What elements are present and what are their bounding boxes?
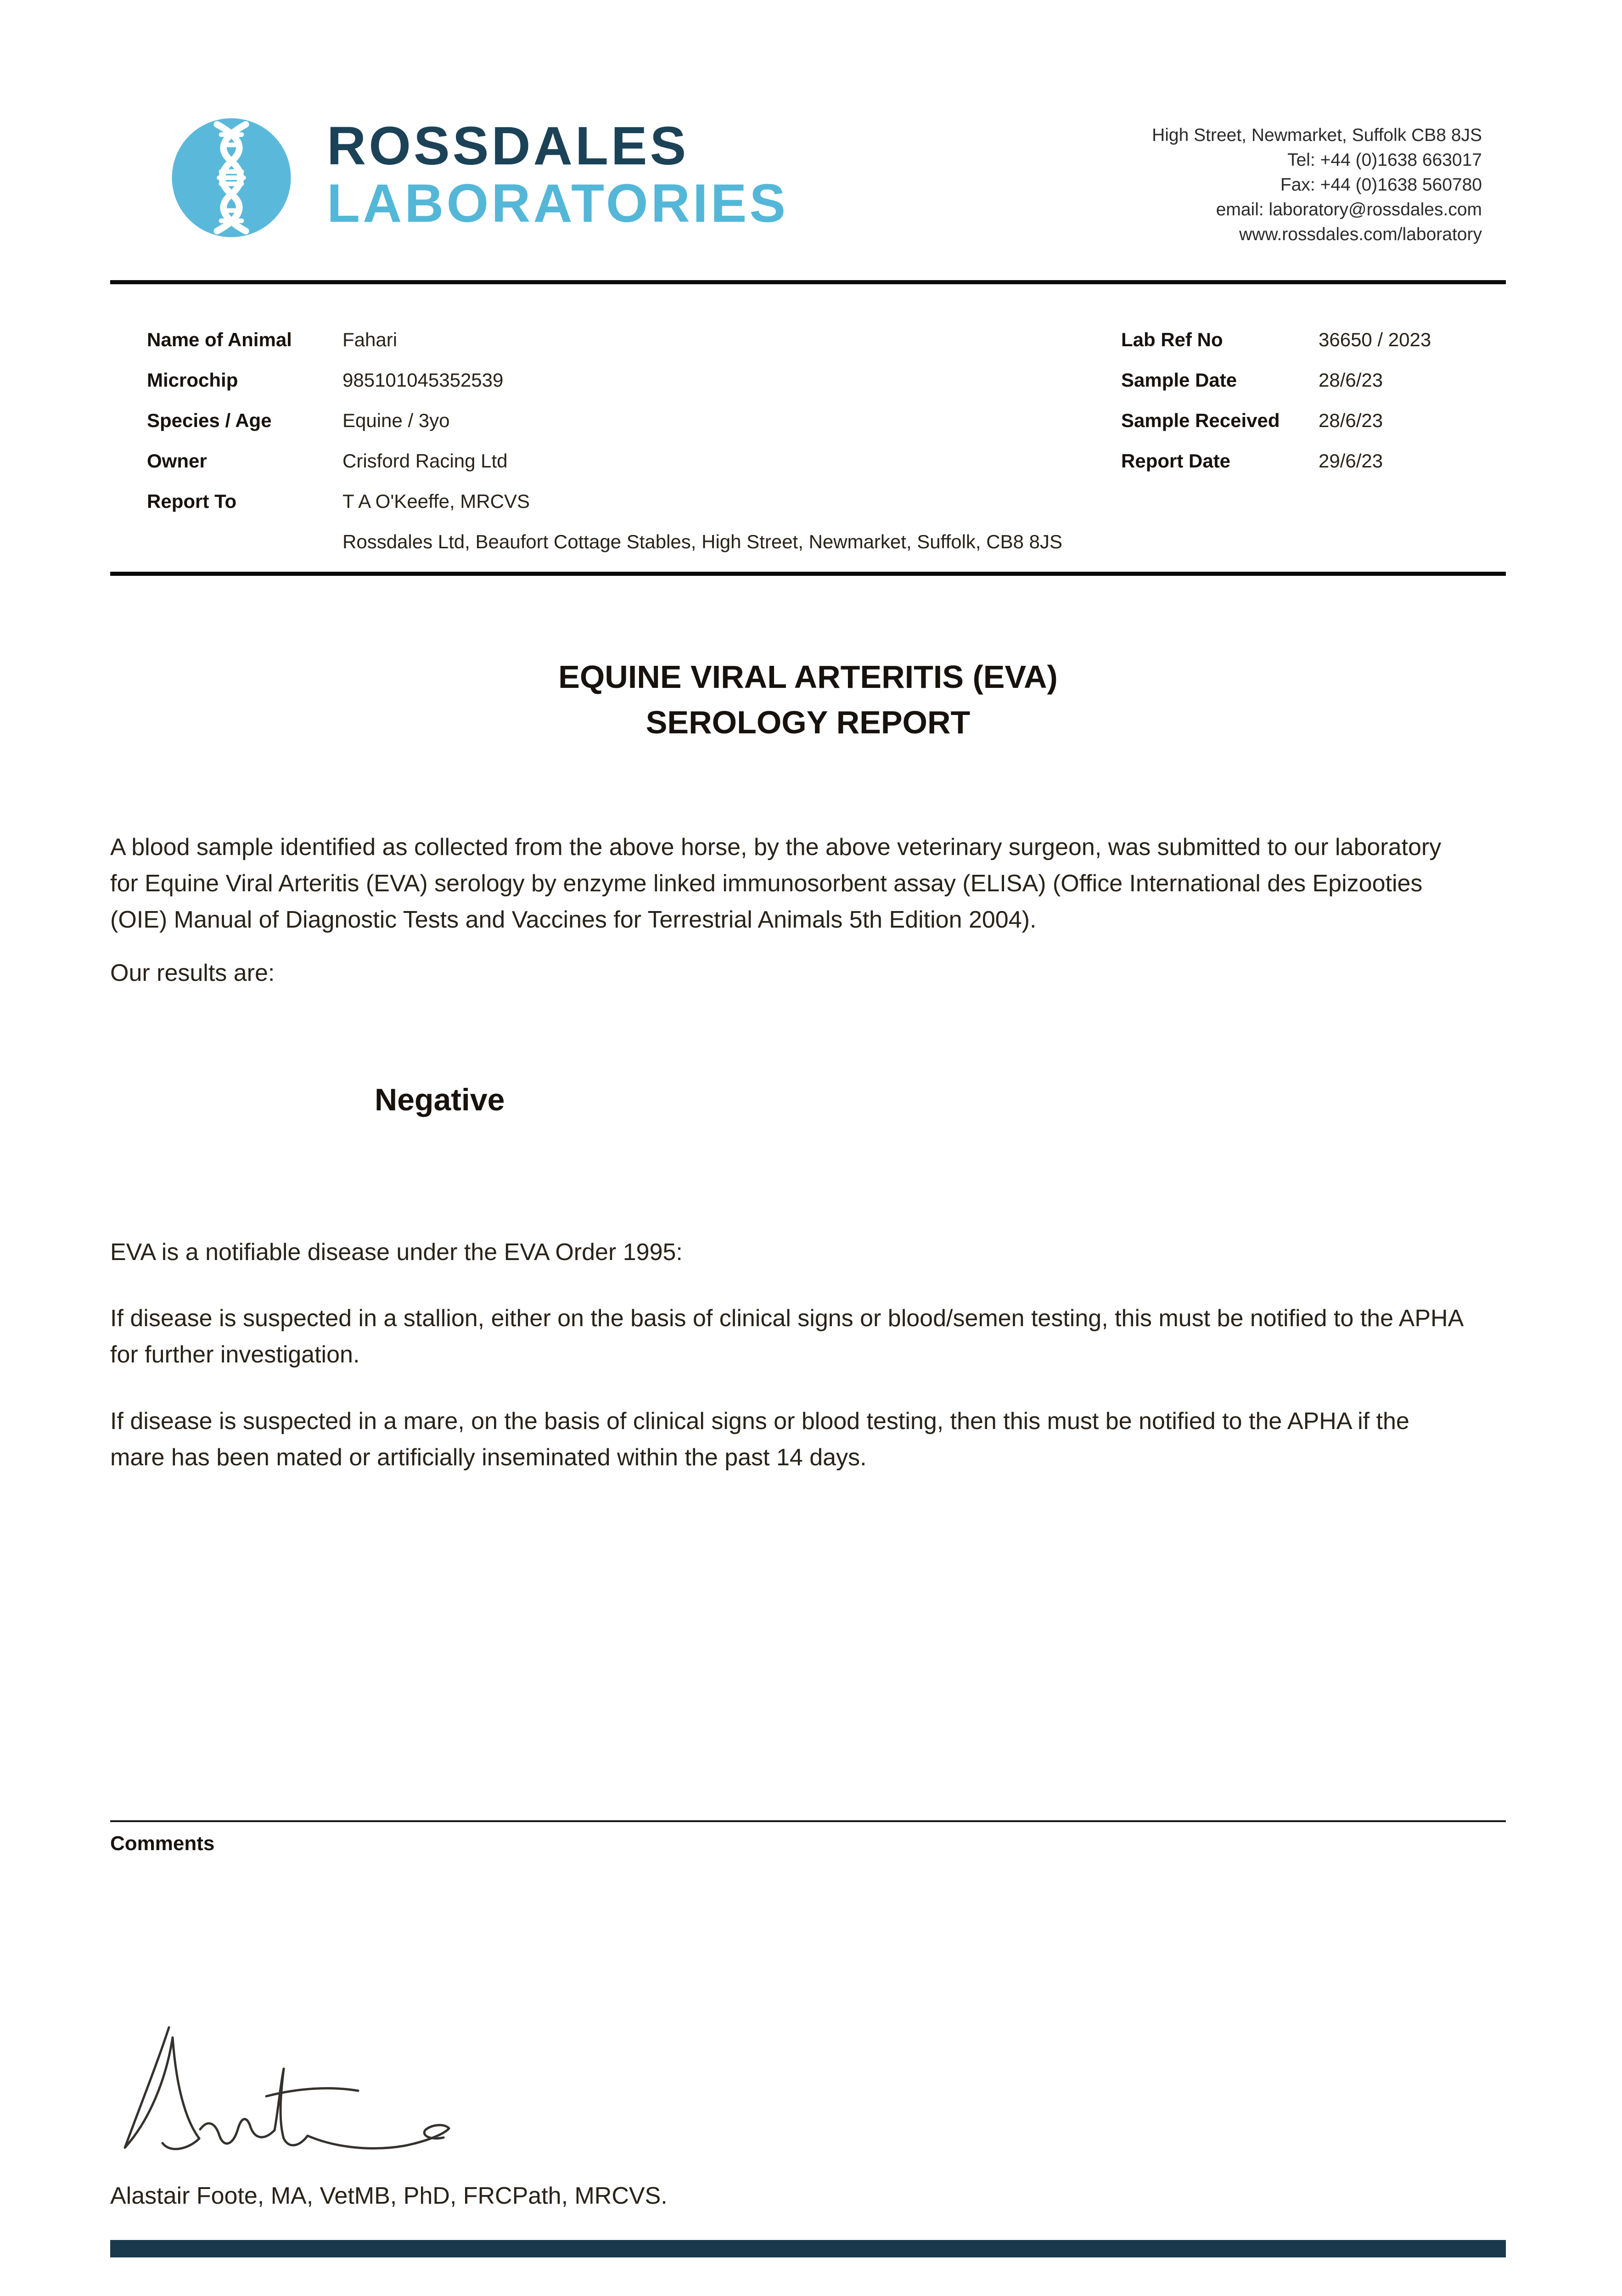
detail-label: Name of Animal bbox=[147, 329, 292, 350]
results-intro: Our results are: bbox=[110, 960, 275, 986]
mare-paragraph: If disease is suspected in a mare, on the basis of clinical signs or blood testing, then this must be notified to the APHA if the mare has been mated or artificially inseminated within the past 14 days. bbox=[110, 1408, 1409, 1471]
detail-label: Sample Date bbox=[1121, 369, 1237, 391]
detail-value: Crisford Racing Ltd bbox=[342, 450, 508, 472]
detail-label: Sample Received bbox=[1121, 410, 1280, 431]
detail-label: Microchip bbox=[147, 369, 238, 391]
contact-fax: Fax: +44 (0)1638 560780 bbox=[1280, 175, 1482, 195]
detail-label: Owner bbox=[147, 450, 207, 472]
signature-graphic bbox=[115, 2014, 473, 2165]
comments-heading: Comments bbox=[110, 1832, 215, 1855]
divider-details bbox=[110, 572, 1506, 576]
detail-row bbox=[147, 529, 1111, 569]
detail-label: Species / Age bbox=[147, 410, 272, 431]
contact-tel: Tel: +44 (0)1638 663017 bbox=[1287, 150, 1482, 170]
detail-value: 36650 / 2023 bbox=[1319, 329, 1431, 350]
detail-label: Report Date bbox=[1121, 450, 1231, 472]
detail-value: 29/6/23 bbox=[1319, 450, 1383, 472]
signatory-name: Alastair Foote, MA, VetMB, PhD, FRCPath, MRCVS. bbox=[110, 2183, 668, 2209]
report-to-address: Rossdales Ltd, Beaufort Cottage Stables, High Street, Newmarket, Suffolk, CB8 8JS bbox=[342, 531, 1063, 552]
contact-address: High Street, Newmarket, Suffolk CB8 8JS bbox=[1152, 125, 1482, 145]
footer-bar bbox=[110, 2240, 1506, 2257]
intro-paragraph: A blood sample identified as collected from the above horse, by the above veterinary surgeon, was submitted to our laboratory for Equine Viral Arteritis (EVA) serology by enzyme linked immunosorbent assay (ELISA) (Office International des Epizooties (OIE) Manual of Diagnostic Tests and Vaccines for Terrestrial Animals 5th Edition 2004). bbox=[110, 834, 1442, 933]
animal-details bbox=[147, 327, 1111, 569]
detail-value: 28/6/23 bbox=[1319, 369, 1383, 391]
detail-row bbox=[1121, 367, 1580, 408]
detail-value: T A O'Keeffe, MRCVS bbox=[342, 490, 530, 512]
stallion-paragraph: If disease is suspected in a stallion, either on the basis of clinical signs or blood/semen testing, this must be notified to the APHA for further investigation. bbox=[110, 1305, 1463, 1368]
brand-subname: LABORATORIES bbox=[327, 173, 789, 234]
detail-row bbox=[1121, 448, 1580, 489]
report-title-line2: SEROLOGY REPORT bbox=[645, 704, 971, 740]
divider-header bbox=[110, 280, 1506, 284]
detail-value: 985101045352539 bbox=[342, 369, 504, 391]
detail-label: Lab Ref No bbox=[1121, 329, 1223, 350]
detail-value: Equine / 3yo bbox=[342, 410, 450, 431]
notifiable-statement: EVA is a notifiable disease under the EVA Order 1995: bbox=[110, 1239, 683, 1266]
report-title-line1: EQUINE VIRAL ARTERITIS (EVA) bbox=[558, 659, 1058, 695]
dna-helix-icon bbox=[170, 116, 293, 239]
detail-row bbox=[1121, 327, 1580, 367]
contact-email: email: laboratory@rossdales.com bbox=[1216, 200, 1482, 219]
divider-comments bbox=[110, 1820, 1506, 1822]
brand-name: ROSSDALES bbox=[327, 116, 689, 176]
detail-row bbox=[147, 489, 1111, 529]
brand-wordmark bbox=[327, 118, 788, 232]
detail-row bbox=[147, 327, 1111, 367]
contact-web: www.rossdales.com/laboratory bbox=[1239, 225, 1482, 244]
result-value: Negative bbox=[375, 1082, 505, 1117]
report-title bbox=[110, 654, 1506, 745]
sample-details bbox=[1121, 327, 1580, 489]
detail-row bbox=[147, 367, 1111, 408]
contact-block bbox=[1152, 123, 1482, 247]
detail-value: 28/6/23 bbox=[1319, 410, 1383, 431]
detail-row bbox=[147, 408, 1111, 448]
detail-row bbox=[1121, 408, 1580, 448]
detail-row bbox=[147, 448, 1111, 489]
detail-value: Fahari bbox=[342, 329, 398, 350]
detail-label: Report To bbox=[147, 490, 237, 512]
